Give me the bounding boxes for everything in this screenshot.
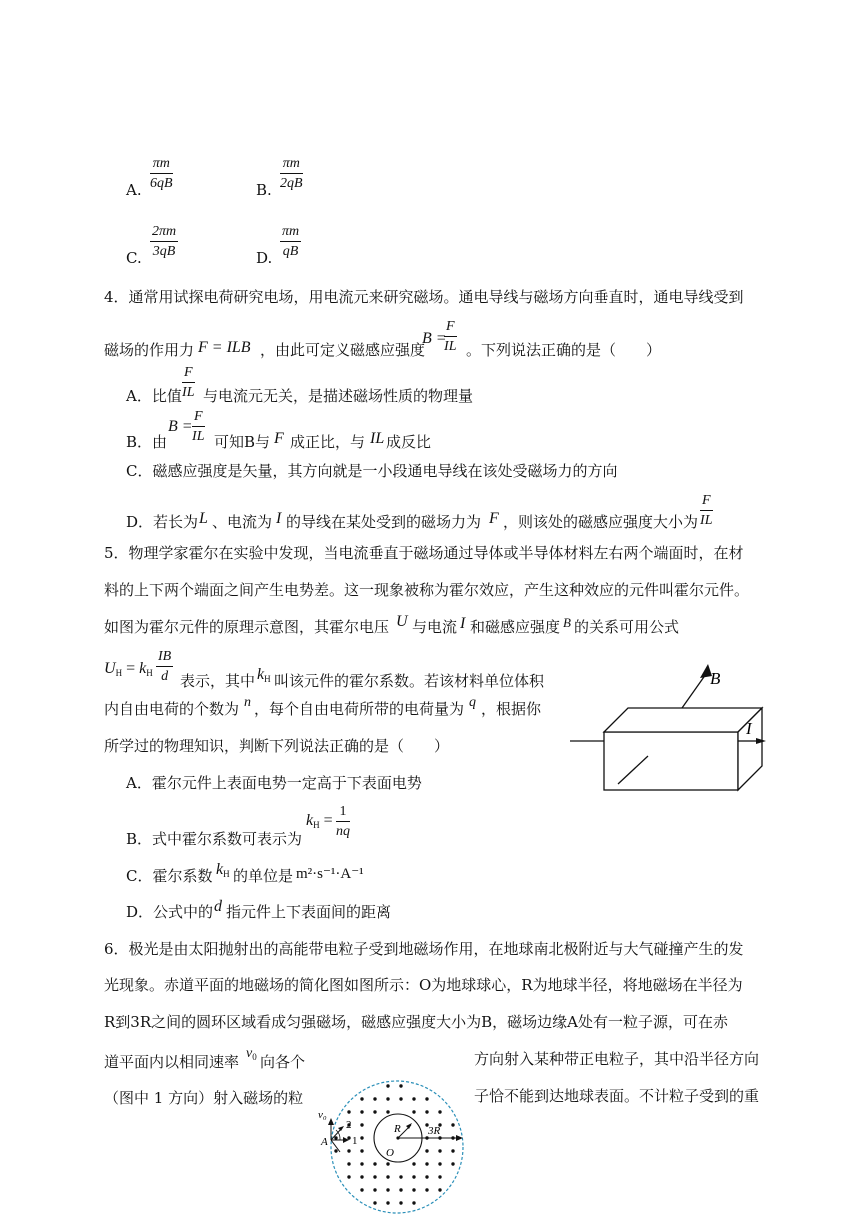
field-dot <box>347 1162 350 1165</box>
box-top <box>604 708 762 732</box>
field-dot <box>412 1110 415 1113</box>
field-dot <box>386 1175 389 1178</box>
field-dot <box>412 1097 415 1100</box>
field-dot <box>451 1123 454 1126</box>
field-dot <box>425 1110 428 1113</box>
field-dot <box>360 1123 363 1126</box>
field-dot <box>386 1084 389 1087</box>
field-dot <box>399 1097 402 1100</box>
field-dot <box>399 1084 402 1087</box>
formula-hall-voltage: $U_H = k_H$ <box>104 660 153 678</box>
field-dot <box>386 1110 389 1113</box>
field-dot <box>360 1175 363 1178</box>
field-dot <box>412 1201 415 1204</box>
q4-option-c[interactable]: C．磁感应强度是矢量，其方向就是一小段通电导线在该处受磁场力的方向 <box>126 462 618 480</box>
field-dot <box>360 1097 363 1100</box>
field-dot <box>438 1162 441 1165</box>
q5-stem-line1: 5．物理学家霍尔在实验中发现，当电流垂直于磁场通过导体或半导体材料左右两个端面时，在材 <box>104 544 744 562</box>
label-3r: 3R <box>428 1125 441 1137</box>
option-label: D. <box>256 249 273 267</box>
field-dot <box>373 1188 376 1191</box>
q5-stem-line6: 所学过的物理知识，判断下列说法正确的是（ ） <box>104 737 450 755</box>
fraction: $\frac{IB}{d}$ <box>158 649 172 684</box>
field-dot <box>347 1149 350 1152</box>
field-dot <box>373 1201 376 1204</box>
hall-element-figure <box>566 656 766 796</box>
fraction: $\frac{2\pi m}{3qB}$ <box>152 224 177 259</box>
option-label: B. <box>256 181 272 199</box>
label-2: 2 <box>346 1119 352 1131</box>
field-dot <box>399 1175 402 1178</box>
earth-field-figure <box>316 1070 470 1225</box>
field-dot <box>360 1162 363 1165</box>
fraction: $\frac{F}{IL}$ <box>444 319 457 354</box>
field-dot <box>360 1136 363 1139</box>
field-dot <box>425 1162 428 1165</box>
option-label: C. <box>126 249 142 267</box>
field-dot <box>334 1149 337 1152</box>
field-dot <box>438 1110 441 1113</box>
q5-stem-line2: 料的上下两个端面之间产生电势差。这一现象被称为霍尔效应，产生这种效应的元件叫霍尔元件。 <box>104 581 750 599</box>
option-label: A. <box>126 181 142 199</box>
unit: m²·s⁻¹·A⁻¹ <box>296 866 364 882</box>
field-dot <box>412 1175 415 1178</box>
q4-stem-line2b: ，由此可定义磁感应强度 <box>260 341 426 359</box>
q4-stem-line1: 4．通常用试探电荷研究电场，用电流元来研究磁场。通电导线与磁场方向垂直时，通电导线受到 <box>104 288 744 306</box>
field-dot <box>347 1110 350 1113</box>
box-front <box>604 732 738 790</box>
q5-option-a[interactable]: A．霍尔元件上表面电势一定高于下表面电势 <box>126 774 422 792</box>
field-dot <box>438 1188 441 1191</box>
field-dot <box>334 1136 337 1139</box>
field-dot <box>399 1188 402 1191</box>
field-dot <box>360 1110 363 1113</box>
field-dot <box>438 1149 441 1152</box>
label-o: O <box>386 1147 394 1159</box>
formula-force: F = ILB <box>198 339 251 356</box>
field-dot <box>347 1175 350 1178</box>
fraction: $\frac{\pi m}{2qB}$ <box>280 156 303 191</box>
formula-b-symbol: B = <box>422 330 447 347</box>
fraction: $\frac{F}{IL}$ <box>192 409 205 444</box>
field-dot <box>451 1162 454 1165</box>
field-dot <box>373 1110 376 1113</box>
label-1: 1 <box>352 1135 358 1147</box>
field-dot <box>412 1162 415 1165</box>
field-dot <box>347 1136 350 1139</box>
label-a: A <box>321 1136 328 1148</box>
field-dot <box>451 1149 454 1152</box>
field-dot <box>386 1201 389 1204</box>
field-dot <box>425 1097 428 1100</box>
field-dot <box>373 1097 376 1100</box>
label-i: I <box>746 719 752 738</box>
label-r: R <box>394 1123 401 1135</box>
fraction: $\frac{F}{IL}$ <box>182 365 195 400</box>
formula-b-symbol: B = <box>168 418 193 435</box>
field-dot <box>425 1175 428 1178</box>
field-dot <box>360 1149 363 1152</box>
fraction: $\frac{\pi m}{qB}$ <box>282 224 300 259</box>
q6-stem-line2: 光现象。赤道平面的地磁场的简化图如图所示：O为地球球心，R为地球半径，将地磁场在半径为 <box>104 976 743 994</box>
fraction: $\frac{\pi m}{6qB}$ <box>150 156 173 191</box>
fraction: $\frac{F}{IL}$ <box>700 493 713 528</box>
q4-stem-line2c: 。下列说法正确的是（ ） <box>466 341 662 359</box>
field-dot <box>360 1188 363 1191</box>
field-dot <box>425 1188 428 1191</box>
field-dot <box>425 1149 428 1152</box>
q4-stem-line2a: 磁场的作用力 <box>104 341 195 359</box>
label-v0: v₀ <box>318 1109 327 1121</box>
label-b: B <box>710 669 721 688</box>
field-dot <box>373 1162 376 1165</box>
field-dot <box>386 1097 389 1100</box>
field-dot <box>386 1188 389 1191</box>
q6-stem-line1: 6．极光是由太阳抛射出的高能带电粒子受到地磁场作用，在地球南北极附近与大气碰撞产生的发 <box>104 940 744 958</box>
field-dot <box>373 1175 376 1178</box>
q6-stem-line3: R到3R之间的圆环区域看成匀强磁场，磁感应强度大小为B，磁场边缘A处有一粒子源，可在赤 <box>104 1013 728 1031</box>
field-dot <box>438 1175 441 1178</box>
field-dot <box>399 1201 402 1204</box>
fraction: $\frac{1}{nq}$ <box>336 804 350 839</box>
field-dot <box>386 1162 389 1165</box>
field-dot <box>412 1188 415 1191</box>
